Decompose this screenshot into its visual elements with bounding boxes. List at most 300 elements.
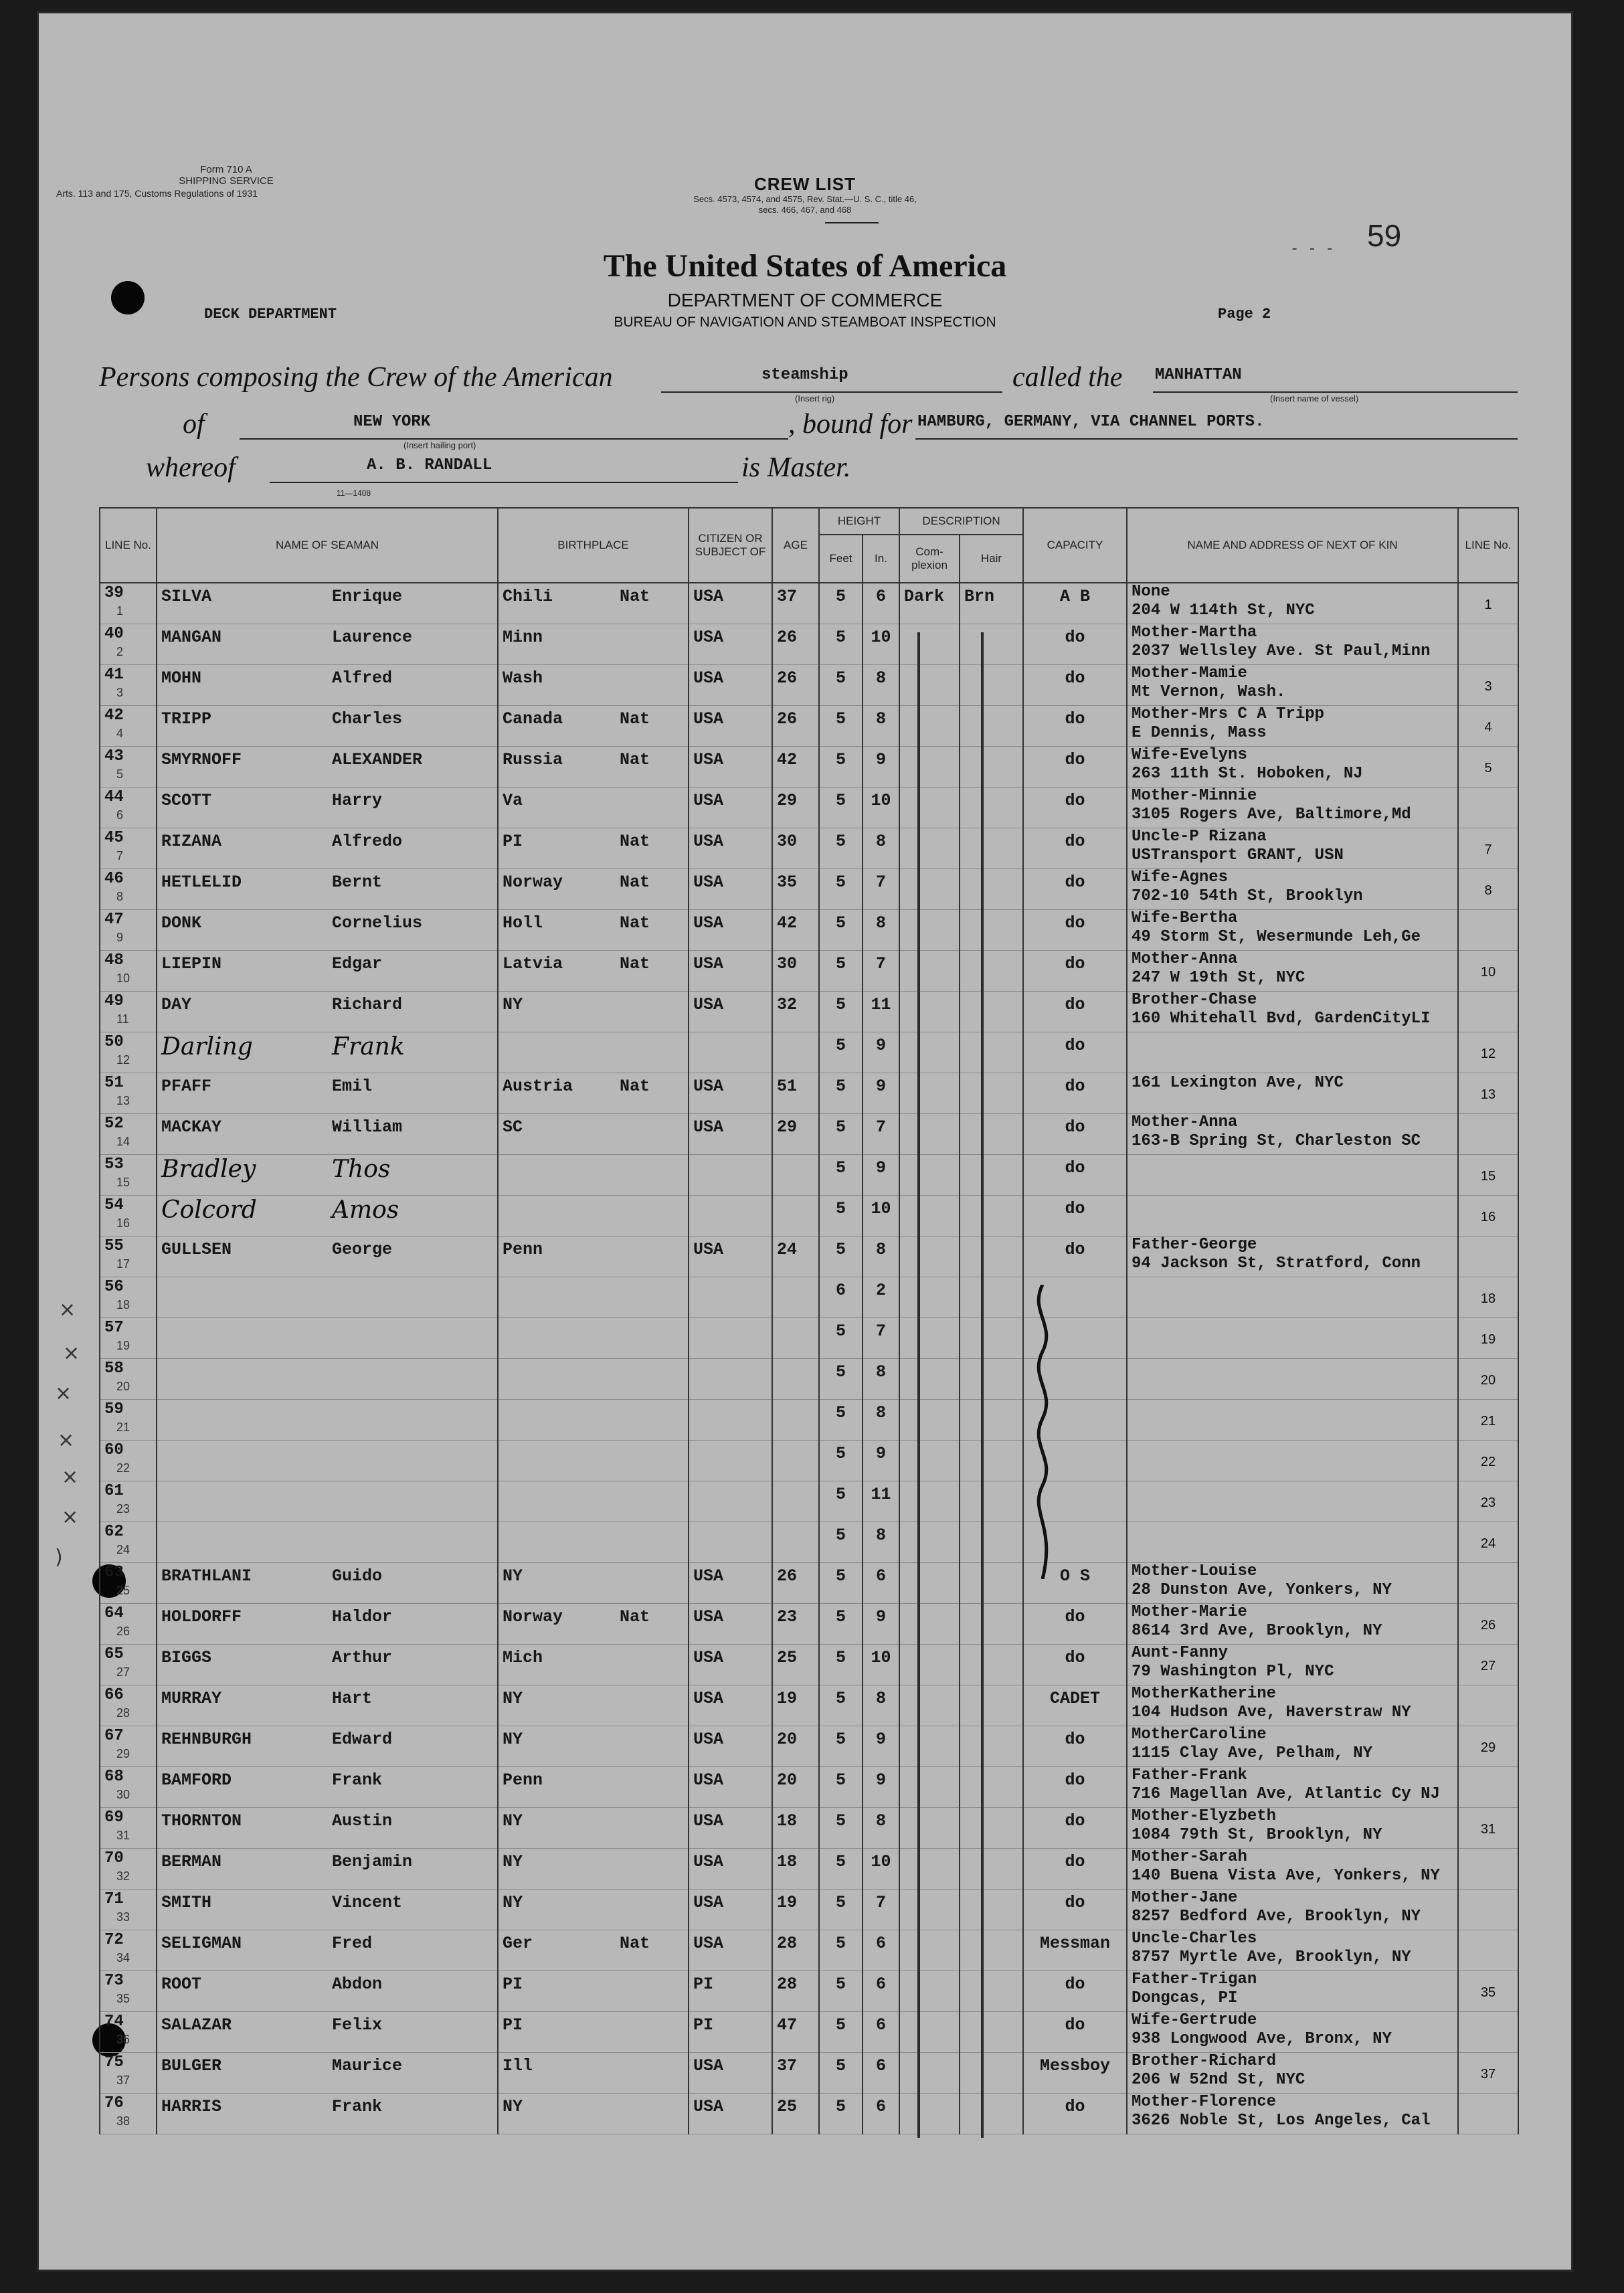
line-number: 11 bbox=[116, 1012, 129, 1026]
line-number: 38 bbox=[116, 2114, 130, 2128]
capacity-cell bbox=[1023, 1849, 1127, 1890]
seaman-surname: THORNTON bbox=[161, 1811, 242, 1831]
feet-cell bbox=[819, 583, 863, 624]
next-of-kin-cell bbox=[1127, 747, 1458, 788]
height-feet: 5 bbox=[835, 1321, 846, 1341]
citizenship: USA bbox=[693, 2097, 724, 2116]
height-feet: 5 bbox=[835, 1403, 846, 1423]
birthplace: Wash bbox=[503, 668, 543, 688]
capacity: O S bbox=[1060, 1566, 1091, 1586]
next-of-kin-address: 8614 3rd Ave, Brooklyn, NY bbox=[1132, 1622, 1382, 1640]
next-of-kin-cell bbox=[1127, 1930, 1458, 1971]
crew-sequence-number: 61 bbox=[104, 1482, 124, 1500]
page-number: Page 2 bbox=[1218, 306, 1271, 323]
next-of-kin-address: 8757 Myrtle Ave, Brooklyn, NY bbox=[1132, 1948, 1411, 1966]
age-cell bbox=[772, 1726, 819, 1767]
hair-cell bbox=[960, 951, 1023, 992]
hair: Brn bbox=[964, 587, 995, 606]
height-inches: 10 bbox=[871, 1648, 891, 1667]
inches-cell bbox=[863, 665, 899, 706]
seaman-surname: LIEPIN bbox=[161, 954, 222, 974]
capacity: do bbox=[1065, 2015, 1085, 2035]
line-number-cell bbox=[100, 747, 157, 788]
birthplace-cell bbox=[498, 992, 689, 1032]
crew-sequence-number: 51 bbox=[104, 1074, 124, 1092]
feet-cell bbox=[819, 747, 863, 788]
seaman-surname: RIZANA bbox=[161, 832, 222, 851]
age: 19 bbox=[777, 1689, 798, 1708]
complexion-cell bbox=[899, 665, 960, 706]
seaman-given-name: Richard bbox=[332, 995, 403, 1014]
next-of-kin-cell bbox=[1127, 1685, 1458, 1726]
line-number: 8 bbox=[116, 890, 124, 903]
line-number: 27 bbox=[116, 1665, 130, 1679]
capacity: do bbox=[1065, 750, 1085, 769]
inches-cell bbox=[863, 910, 899, 951]
seaman-surname: SCOTT bbox=[161, 791, 212, 810]
right-line-number bbox=[1463, 1114, 1514, 1122]
citizen-cell bbox=[689, 1114, 772, 1155]
hair-cell bbox=[960, 1155, 1023, 1196]
inches-cell bbox=[863, 1400, 899, 1441]
crew-sequence-number: 47 bbox=[104, 911, 124, 929]
capacity-cell bbox=[1023, 1236, 1127, 1277]
seaman-name-cell bbox=[157, 1359, 498, 1400]
capacity-cell bbox=[1023, 1604, 1127, 1645]
seaman-name-cell bbox=[157, 1645, 498, 1685]
citizenship: USA bbox=[693, 913, 724, 933]
age: 42 bbox=[777, 913, 798, 933]
height-feet: 5 bbox=[835, 709, 846, 729]
capacity: do bbox=[1065, 709, 1085, 729]
height-inches: 9 bbox=[876, 1158, 887, 1178]
next-of-kin-address: 263 11th St. Hoboken, NJ bbox=[1132, 765, 1363, 783]
right-line-cell bbox=[1458, 1114, 1518, 1155]
seaman-given-name: Laurence bbox=[332, 628, 413, 647]
seaman-surname: SMITH bbox=[161, 1893, 212, 1912]
feet-cell bbox=[819, 1196, 863, 1236]
height-feet: 5 bbox=[835, 1485, 846, 1504]
birthplace: Chili bbox=[503, 587, 553, 606]
next-of-kin-cell bbox=[1127, 1849, 1458, 1890]
line-number-cell bbox=[100, 1645, 157, 1685]
next-of-kin-name: Wife-Evelyns bbox=[1132, 746, 1247, 764]
right-line-cell bbox=[1458, 1685, 1518, 1726]
right-line-number: 37 bbox=[1480, 2067, 1496, 2082]
crew-row bbox=[100, 1032, 1518, 1073]
age-cell bbox=[772, 1522, 819, 1563]
right-line-number: 31 bbox=[1480, 1822, 1496, 1837]
citizenship: USA bbox=[693, 832, 724, 851]
line-number: 4 bbox=[116, 727, 124, 740]
complexion-cell bbox=[899, 951, 960, 992]
next-of-kin-address: 702-10 54th St, Brooklyn bbox=[1132, 887, 1363, 905]
height-inches: 7 bbox=[876, 873, 887, 892]
right-line-number bbox=[1463, 1930, 1514, 1938]
line-number-cell bbox=[100, 828, 157, 869]
birthplace-cell bbox=[498, 828, 689, 869]
height-inches: 10 bbox=[871, 1199, 891, 1218]
hair-cell bbox=[960, 1890, 1023, 1930]
inches-cell bbox=[863, 1236, 899, 1277]
line-number-cell bbox=[100, 1196, 157, 1236]
inches-cell bbox=[863, 1522, 899, 1563]
age-cell bbox=[772, 2094, 819, 2134]
feet-cell bbox=[819, 1114, 863, 1155]
naturalized: Nat bbox=[620, 913, 650, 933]
line-number-cell bbox=[100, 1318, 157, 1359]
ditto-line-complexion bbox=[917, 632, 920, 2138]
crew-sequence-number: 39 bbox=[104, 584, 124, 602]
right-line-number bbox=[1463, 624, 1514, 632]
birthplace-cell bbox=[498, 1522, 689, 1563]
citizenship: USA bbox=[693, 1934, 724, 1953]
next-of-kin-address: 716 Magellan Ave, Atlantic Cy NJ bbox=[1132, 1785, 1440, 1803]
inches-cell bbox=[863, 1726, 899, 1767]
header-line-no: LINE No. bbox=[100, 508, 157, 583]
naturalized: Nat bbox=[620, 954, 650, 974]
feet-cell bbox=[819, 1930, 863, 1971]
citizen-cell bbox=[689, 1277, 772, 1318]
feet-cell bbox=[819, 788, 863, 828]
hair-cell bbox=[960, 706, 1023, 747]
complexion-cell bbox=[899, 2012, 960, 2053]
age-cell bbox=[772, 1236, 819, 1277]
seaman-given-name: Bernt bbox=[332, 873, 383, 892]
height-feet: 5 bbox=[835, 668, 846, 688]
right-line-cell bbox=[1458, 1359, 1518, 1400]
next-of-kin-cell bbox=[1127, 1196, 1458, 1236]
seaman-name-cell bbox=[157, 1890, 498, 1930]
feet-cell bbox=[819, 1563, 863, 1604]
next-of-kin-cell bbox=[1127, 1767, 1458, 1808]
crew-row bbox=[100, 1277, 1518, 1318]
right-line-number bbox=[1463, 992, 1514, 1000]
seaman-surname: DONK bbox=[161, 913, 202, 933]
citizen-cell bbox=[689, 1318, 772, 1359]
birthplace-cell bbox=[498, 951, 689, 992]
inches-cell bbox=[863, 1604, 899, 1645]
naturalized: Nat bbox=[620, 1607, 650, 1627]
right-line-number: 5 bbox=[1484, 761, 1492, 775]
height-feet: 5 bbox=[835, 2056, 846, 2076]
height-inches: 11 bbox=[871, 1485, 891, 1504]
birthplace-cell bbox=[498, 1359, 689, 1400]
capacity-cell bbox=[1023, 624, 1127, 665]
age: 35 bbox=[777, 873, 798, 892]
birthplace-cell bbox=[498, 1196, 689, 1236]
height-inches: 8 bbox=[876, 1403, 887, 1423]
complexion-cell bbox=[899, 1726, 960, 1767]
preamble-persons: Persons composing the Crew of the American bbox=[99, 362, 613, 393]
crew-sequence-number: 46 bbox=[104, 870, 124, 888]
seaman-name-cell bbox=[157, 2012, 498, 2053]
capacity-cell bbox=[1023, 706, 1127, 747]
crew-row bbox=[100, 1890, 1518, 1930]
next-of-kin-name: Wife-Gertrude bbox=[1132, 2011, 1257, 2029]
seaman-given-name: Benjamin bbox=[332, 1852, 413, 1871]
line-number-cell bbox=[100, 910, 157, 951]
divider bbox=[825, 222, 879, 223]
birthplace: PI bbox=[503, 1975, 523, 1994]
crew-sequence-number: 42 bbox=[104, 707, 124, 725]
complexion-cell bbox=[899, 1522, 960, 1563]
height-inches: 9 bbox=[876, 1036, 887, 1055]
hair-cell bbox=[960, 665, 1023, 706]
age: 25 bbox=[777, 2097, 798, 2116]
next-of-kin-address: 49 Storm St, Wesermunde Leh,Ge bbox=[1132, 928, 1421, 946]
capacity: do bbox=[1065, 1607, 1085, 1627]
header-complexion: Com- plexion bbox=[899, 535, 960, 583]
right-line-cell bbox=[1458, 869, 1518, 910]
citizen-cell bbox=[689, 1767, 772, 1808]
crew-row bbox=[100, 1114, 1518, 1155]
line-number: 24 bbox=[116, 1543, 130, 1556]
birthplace: Minn bbox=[503, 628, 543, 647]
seaman-given-name: Felix bbox=[332, 2015, 383, 2035]
birthplace-cell bbox=[498, 1073, 689, 1114]
crew-row bbox=[100, 624, 1518, 665]
height-inches: 8 bbox=[876, 1362, 887, 1382]
inches-cell bbox=[863, 706, 899, 747]
line-number: 26 bbox=[116, 1625, 130, 1638]
height-feet: 5 bbox=[835, 628, 846, 647]
line-number: 30 bbox=[116, 1788, 130, 1801]
next-of-kin-address: 28 Dunston Ave, Yonkers, NY bbox=[1132, 1581, 1392, 1599]
seaman-surname: DAY bbox=[161, 995, 192, 1014]
right-line-cell bbox=[1458, 1767, 1518, 1808]
birthplace: Ger bbox=[503, 1934, 533, 1953]
age-cell bbox=[772, 706, 819, 747]
next-of-kin-cell bbox=[1127, 1563, 1458, 1604]
next-of-kin-address: 79 Washington Pl, NYC bbox=[1132, 1663, 1334, 1681]
age: 24 bbox=[777, 1240, 798, 1259]
inches-cell bbox=[863, 1032, 899, 1073]
next-of-kin-name: Wife-Agnes bbox=[1132, 868, 1229, 887]
capacity: do bbox=[1065, 1811, 1085, 1831]
next-of-kin-cell bbox=[1127, 2012, 1458, 2053]
next-of-kin-name: Mother-Jane bbox=[1132, 1889, 1238, 1907]
height-feet: 5 bbox=[835, 1852, 846, 1871]
crew-row bbox=[100, 1073, 1518, 1114]
header-age: AGE bbox=[772, 508, 819, 583]
crew-sequence-number: 45 bbox=[104, 829, 124, 847]
feet-cell bbox=[819, 1767, 863, 1808]
crew-sequence-number: 41 bbox=[104, 666, 124, 684]
feet-cell bbox=[819, 2094, 863, 2134]
line-number-cell bbox=[100, 624, 157, 665]
seaman-name-cell bbox=[157, 1971, 498, 2012]
age: 51 bbox=[777, 1077, 798, 1096]
birthplace-cell bbox=[498, 1563, 689, 1604]
right-line-cell bbox=[1458, 665, 1518, 706]
height-inches: 9 bbox=[876, 1770, 887, 1790]
line-number-cell bbox=[100, 2053, 157, 2094]
capacity: do bbox=[1065, 1077, 1085, 1096]
age: 37 bbox=[777, 2056, 798, 2076]
seaman-name-cell bbox=[157, 1196, 498, 1236]
next-of-kin-name: Mother-Mrs C A Tripp bbox=[1132, 705, 1325, 723]
next-of-kin-cell bbox=[1127, 1318, 1458, 1359]
print-code: 11—1408 bbox=[337, 488, 371, 498]
complexion-cell bbox=[899, 1930, 960, 1971]
crew-row bbox=[100, 1849, 1518, 1890]
check-mark: × bbox=[59, 1298, 76, 1321]
capacity-cell bbox=[1023, 1196, 1127, 1236]
next-of-kin-cell bbox=[1127, 1522, 1458, 1563]
line-number: 3 bbox=[116, 686, 124, 699]
hair-cell bbox=[960, 747, 1023, 788]
citizen-cell bbox=[689, 665, 772, 706]
hair-cell bbox=[960, 1277, 1023, 1318]
naturalized: Nat bbox=[620, 832, 650, 851]
height-inches: 8 bbox=[876, 1811, 887, 1831]
complexion-cell bbox=[899, 624, 960, 665]
height-inches: 6 bbox=[876, 1934, 887, 1953]
seaman-name-cell bbox=[157, 583, 498, 624]
citizen-cell bbox=[689, 1073, 772, 1114]
next-of-kin-address: E Dennis, Mass bbox=[1132, 724, 1267, 742]
feet-cell bbox=[819, 1400, 863, 1441]
bureau-name: BUREAU OF NAVIGATION AND STEAMBOAT INSPECTION bbox=[614, 314, 996, 330]
right-line-number: 22 bbox=[1480, 1455, 1496, 1469]
line-number-cell bbox=[100, 1441, 157, 1481]
citizen-cell bbox=[689, 1685, 772, 1726]
age-cell bbox=[772, 951, 819, 992]
line-number-cell bbox=[100, 1359, 157, 1400]
height-inches: 9 bbox=[876, 750, 887, 769]
crew-row bbox=[100, 747, 1518, 788]
seaman-name-cell bbox=[157, 1114, 498, 1155]
inches-cell bbox=[863, 788, 899, 828]
next-of-kin-name: Brother-Richard bbox=[1132, 2052, 1277, 2070]
hair-cell bbox=[960, 2012, 1023, 2053]
birthplace-cell bbox=[498, 1318, 689, 1359]
line-number-cell bbox=[100, 1400, 157, 1441]
header-capacity: CAPACITY bbox=[1023, 508, 1127, 583]
seaman-given-name: Austin bbox=[332, 1811, 393, 1831]
seaman-given-name: ALEXANDER bbox=[332, 750, 423, 769]
next-of-kin-address: 2037 Wellsley Ave. St Paul,Minn bbox=[1132, 642, 1431, 660]
citizenship: USA bbox=[693, 1240, 724, 1259]
seaman-given-name: Vincent bbox=[332, 1893, 403, 1912]
next-of-kin-cell bbox=[1127, 1359, 1458, 1400]
citizenship: USA bbox=[693, 954, 724, 974]
capacity-cell bbox=[1023, 1767, 1127, 1808]
birthplace-cell bbox=[498, 2053, 689, 2094]
capacity: do bbox=[1065, 1240, 1085, 1259]
seaman-name-cell bbox=[157, 1441, 498, 1481]
seaman-name-cell bbox=[157, 1236, 498, 1277]
height-feet: 5 bbox=[835, 1077, 846, 1096]
crew-table bbox=[99, 507, 1519, 2134]
complexion-cell bbox=[899, 1359, 960, 1400]
age: 23 bbox=[777, 1607, 798, 1627]
birthplace: Russia bbox=[503, 750, 563, 769]
right-line-number bbox=[1463, 2094, 1514, 2102]
right-line-cell bbox=[1458, 788, 1518, 828]
right-line-cell bbox=[1458, 1400, 1518, 1441]
capacity-cell bbox=[1023, 1073, 1127, 1114]
form-number: Form 710 A bbox=[200, 164, 252, 175]
citizenship: USA bbox=[693, 1566, 724, 1586]
seaman-name-cell bbox=[157, 1930, 498, 1971]
height-inches: 11 bbox=[871, 995, 891, 1014]
citizen-cell bbox=[689, 1400, 772, 1441]
capacity-cell bbox=[1023, 1685, 1127, 1726]
capacity: do bbox=[1065, 2097, 1085, 2116]
capacity: do bbox=[1065, 1730, 1085, 1749]
capacity: do bbox=[1065, 1199, 1085, 1218]
seaman-given-name: Frank bbox=[332, 1770, 383, 1790]
right-line-cell bbox=[1458, 2053, 1518, 2094]
check-mark: × bbox=[58, 1429, 75, 1452]
crew-row bbox=[100, 1930, 1518, 1971]
feet-cell bbox=[819, 992, 863, 1032]
hair-cell bbox=[960, 1481, 1023, 1522]
seaman-given-name: Edward bbox=[332, 1730, 393, 1749]
line-number: 19 bbox=[116, 1339, 130, 1352]
line-number-cell bbox=[100, 992, 157, 1032]
inches-cell bbox=[863, 1849, 899, 1890]
age: 30 bbox=[777, 832, 798, 851]
citizen-cell bbox=[689, 747, 772, 788]
right-line-number bbox=[1463, 1890, 1514, 1898]
crew-sequence-number: 48 bbox=[104, 951, 124, 970]
complexion-cell bbox=[899, 1849, 960, 1890]
next-of-kin-name: Mother-Marie bbox=[1132, 1603, 1247, 1621]
next-of-kin-address: 163-B Spring St, Charleston SC bbox=[1132, 1132, 1421, 1150]
next-of-kin-cell bbox=[1127, 1114, 1458, 1155]
crew-row bbox=[100, 2053, 1518, 2094]
right-line-number bbox=[1463, 1236, 1514, 1245]
citizen-cell bbox=[689, 1604, 772, 1645]
crew-row bbox=[100, 1522, 1518, 1563]
birthplace-cell bbox=[498, 869, 689, 910]
line-number: 25 bbox=[116, 1584, 130, 1597]
citizen-cell bbox=[689, 1645, 772, 1685]
seaman-surname: MOHN bbox=[161, 668, 202, 688]
next-of-kin-address: 104 Hudson Ave, Haverstraw NY bbox=[1132, 1704, 1411, 1722]
crew-row bbox=[100, 583, 1518, 624]
line-number-cell bbox=[100, 1726, 157, 1767]
vessel-hint: (Insert name of vessel) bbox=[1270, 393, 1359, 403]
capacity: do bbox=[1065, 668, 1085, 688]
next-of-kin-address: 140 Buena Vista Ave, Yonkers, NY bbox=[1132, 1867, 1440, 1885]
seaman-surname: HETLELID bbox=[161, 873, 242, 892]
right-line-cell bbox=[1458, 1726, 1518, 1767]
seaman-given-name: Abdon bbox=[332, 1975, 383, 1994]
right-line-cell bbox=[1458, 1236, 1518, 1277]
right-line-cell bbox=[1458, 910, 1518, 951]
age: 28 bbox=[777, 1934, 798, 1953]
next-of-kin-address: 1115 Clay Ave, Pelham, NY bbox=[1132, 1744, 1373, 1762]
birthplace-cell bbox=[498, 1441, 689, 1481]
rig-value: steamship bbox=[761, 366, 848, 384]
age: 28 bbox=[777, 1975, 798, 1994]
crew-row bbox=[100, 2012, 1518, 2053]
height-feet: 5 bbox=[835, 1240, 846, 1259]
citizenship: USA bbox=[693, 873, 724, 892]
capacity: do bbox=[1065, 791, 1085, 810]
citizenship: PI bbox=[693, 2015, 714, 2035]
header-next-of-kin: NAME AND ADDRESS OF NEXT OF KIN bbox=[1127, 508, 1458, 583]
birthplace: SC bbox=[503, 1117, 523, 1137]
height-inches: 7 bbox=[876, 1893, 887, 1912]
right-line-cell bbox=[1458, 2012, 1518, 2053]
birthplace-cell bbox=[498, 1277, 689, 1318]
citizen-cell bbox=[689, 910, 772, 951]
